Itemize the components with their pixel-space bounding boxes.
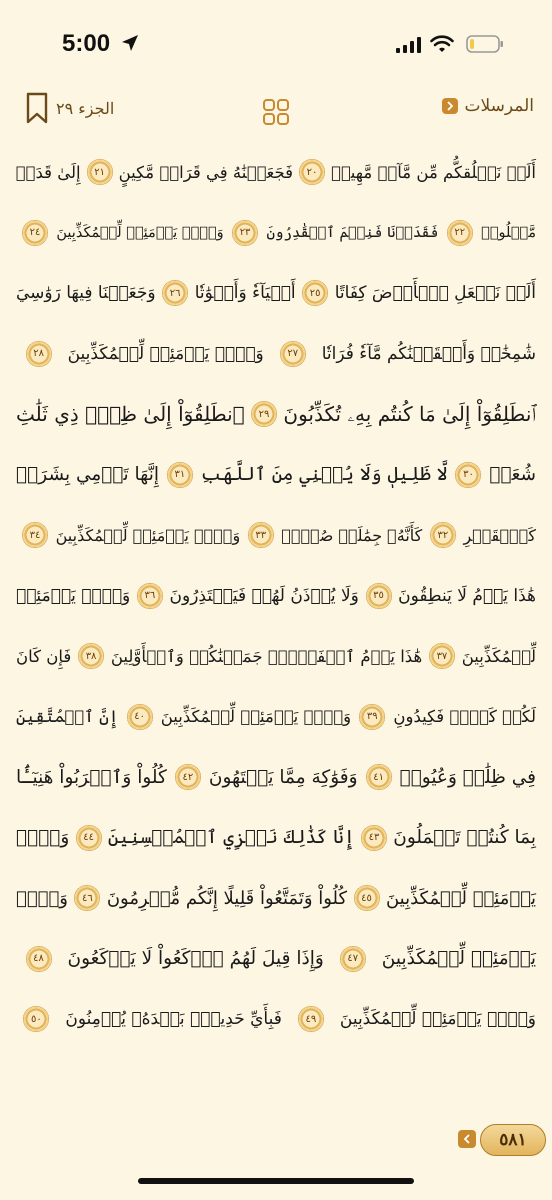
verse-text[interactable]: وَيۡلٞ يَوۡمَئِذٖ لِّلۡمُكَذِّبِينَ [339,1009,536,1030]
verse-text[interactable]: إِلَىٰ قَدَرٖ [15,162,81,182]
verse-line[interactable] [12,445,540,506]
verse-text[interactable]: أَلَمۡ نَجۡعَلِ ٱلۡأَرۡضَ كِفَاتًا [334,283,536,304]
verse-text[interactable]: يَوۡمَئِذٖ لِّلۡمُكَذِّبِينَ [385,887,536,909]
location-arrow-icon [120,33,140,53]
verse-text[interactable]: فَقَدَرۡنَا فَنِعۡمَ ٱلۡقَٰدِرُونَ [266,224,439,241]
verse-line[interactable] [12,203,540,264]
verse-text[interactable]: وَجَعَلۡنَا فِيهَا رَوَٰسِيَ [16,283,156,304]
verse-text[interactable]: كَٱلۡقَصۡرِ [463,525,536,545]
ayah-number-marker[interactable]: ٤٧ [340,946,366,972]
ayah-number-marker[interactable]: ٣٤ [22,522,48,548]
status-time: 5:00 [62,30,111,57]
verse-text[interactable]: كُلُواْ وَتَمَتَّعُواْ قَلِيلًا إِنَّكُم مُّجۡرِمُونَ [106,887,348,909]
ayah-number-marker[interactable]: ٣٢ [430,522,456,548]
ayah-number-marker[interactable]: ٤٩ [298,1006,324,1032]
page-header [0,88,552,138]
verse-text[interactable]: أَحۡيَآءٗ وَأَمۡوَٰتٗا [194,283,296,304]
verse-text[interactable]: لَّا ظَلِيلٖ وَلَا يُغۡنِي مِنَ ٱللَّهَبِ [200,464,448,486]
verse-line[interactable] [12,868,540,929]
ayah-number-marker[interactable]: ٤٥ [354,885,380,911]
ayah-number-marker[interactable]: ٢٠ [299,159,325,185]
verse-text[interactable]: شُعَبٖ [489,464,536,486]
ayah-number-marker[interactable]: ٢٥ [302,280,328,306]
verse-text[interactable]: إِنَّهَا تَرۡمِي بِشَرَرٖ [16,464,159,486]
ayah-number-marker[interactable]: ٣٣ [248,522,274,548]
ayah-number-marker[interactable]: ٤٢ [175,764,201,790]
verse-text[interactable]: وَيۡلٞ يَوۡمَئِذٖ [16,585,131,606]
ayah-number-marker[interactable]: ٣٩ [359,704,385,730]
ayah-number-marker[interactable]: ٢٦ [162,280,188,306]
mushaf-page [12,142,540,1112]
verse-text[interactable]: وَيۡلٞ [16,827,70,849]
verse-text[interactable]: شَٰمِخَٰتٖ وَأَسۡقَيۡنَٰكُم مَّآءٗ فُرَاتٗا [321,343,536,364]
ayah-number-marker[interactable]: ٢٩ [251,401,277,427]
verse-line[interactable] [12,929,540,990]
verse-text[interactable]: وَيۡلٞ يَوۡمَئِذٖ لِّلۡمُكَذِّبِينَ [55,525,241,545]
verse-text[interactable]: هَٰذَا يَوۡمُ ٱلۡفَصۡلِۖ جَمَعۡنَٰكُمۡ وَٱلۡأَوَّلِينَ [110,646,423,666]
verse-text[interactable]: كُلُواْ وَٱشۡرَبُواْ هَنِيٓـَٔۢا [16,766,167,788]
bookmark-icon[interactable] [26,92,48,124]
chevron-left-icon[interactable] [458,1130,476,1148]
ayah-number-marker[interactable]: ٤١ [366,764,392,790]
verse-text[interactable]: فَجَعَلۡنَٰهُ فِي قَرَارٖ مَّكِينٍ [118,162,293,182]
verse-text[interactable]: كَأَنَّهُۥ جِمَٰلَتٞ صُفۡرٞ [281,525,423,545]
ayah-number-marker[interactable]: ٣٥ [366,583,392,609]
verse-text[interactable]: ٱنطَلِقُوٓاْ إِلَىٰ ظِلّٖ ذِي ثَلَٰثِ [16,402,245,427]
verse-text[interactable]: فَإِن كَانَ [16,646,72,666]
verse-text[interactable]: يَوۡمَئِذٖ لِّلۡمُكَذِّبِينَ [381,948,536,970]
verse-line[interactable] [12,989,540,1050]
verse-line[interactable] [12,626,540,687]
verse-line[interactable] [12,747,540,808]
ayah-number-marker[interactable]: ٤٤ [76,825,102,851]
verse-text[interactable]: مَّعۡلُومٖ [481,224,536,241]
verse-text[interactable]: فِي ظِلَٰلٖ وَعُيُونٖ [399,766,536,788]
verse-text[interactable]: وَلَا يُؤۡذَنُ لَهُمۡ فَيَعۡتَذِرُونَ [169,585,359,606]
verse-line[interactable] [12,263,540,324]
ayah-number-marker[interactable]: ٣٧ [429,643,455,669]
verse-text[interactable]: لَكُمۡ كَيۡدٞ فَكِيدُونِ [393,707,536,727]
ayah-number-marker[interactable]: ٤٣ [361,825,387,851]
grid-icon[interactable] [262,98,290,126]
verse-text[interactable]: أَلَمۡ نَخۡلُقكُّم مِّن مَّآءٖ مَّهِينٖ [331,162,536,182]
verse-text[interactable]: وَيۡلٞ يَوۡمَئِذٖ لِّلۡمُكَذِّبِينَ [160,707,352,727]
juz-label: الجزء ٢٩ [56,98,115,118]
verse-text[interactable]: إِنَّا كَذَٰلِكَ نَجۡزِي ٱلۡمُحۡسِنِينَ [107,827,355,849]
ayah-number-marker[interactable]: ٢١ [87,159,113,185]
surah-name: المرسلات [464,96,534,116]
verse-line[interactable] [12,687,540,748]
page-footer [0,1118,552,1162]
status-bar [0,0,552,90]
verse-line[interactable] [12,142,540,203]
ayah-number-marker[interactable]: ٢٧ [280,341,306,367]
home-indicator[interactable] [138,1178,414,1184]
ayah-number-marker[interactable]: ٢٤ [22,220,48,246]
surah-title-button[interactable] [442,96,534,116]
ayah-number-marker[interactable]: ٤٦ [74,885,100,911]
ayah-number-marker[interactable]: ٢٢ [447,220,473,246]
ayah-number-marker[interactable]: ٢٣ [232,220,258,246]
verse-text[interactable]: وَيۡلٞ يَوۡمَئِذٖ لِّلۡمُكَذِّبِينَ [56,224,224,241]
wifi-icon [430,34,454,54]
battery-icon [466,34,504,54]
ayah-number-marker[interactable]: ٤٨ [26,946,52,972]
page-number-badge[interactable]: ٥٨١ [480,1124,546,1156]
verse-text[interactable]: لِّلۡمُكَذِّبِينَ [461,646,536,666]
verse-line[interactable] [12,384,540,445]
verse-text[interactable]: وَفَوَٰكِهَ مِمَّا يَشۡتَهُونَ [208,766,358,788]
verse-text[interactable]: وَيۡلٞ [16,887,68,909]
verse-line[interactable] [12,505,540,566]
verse-text[interactable]: هَٰذَا يَوۡمُ لَا يَنطِقُونَ [398,585,536,606]
ayah-number-marker[interactable]: ٣١ [167,462,193,488]
verse-text[interactable]: بِمَا كُنتُمۡ تَعۡمَلُونَ [393,827,536,849]
ayah-number-marker[interactable]: ٥٠ [23,1006,49,1032]
verse-text[interactable]: إِنَّ ٱلۡمُتَّقِينَ [16,707,119,727]
ayah-number-marker[interactable]: ٣٠ [455,462,481,488]
juz-indicator[interactable] [26,92,114,124]
verse-text[interactable]: وَيۡلٞ يَوۡمَئِذٖ لِّلۡمُكَذِّبِينَ [67,343,264,364]
verse-text[interactable]: وَإِذَا قِيلَ لَهُمُ ٱرۡكَعُواْ لَا يَرۡكَعُونَ [67,948,324,970]
verse-line[interactable] [12,324,540,385]
verse-text[interactable]: فَبِأَيِّ حَدِيثِۭ بَعۡدَهُۥ يُؤۡمِنُونَ [65,1009,282,1030]
ayah-number-marker[interactable]: ٣٦ [137,583,163,609]
verse-line[interactable] [12,566,540,627]
ayah-number-marker[interactable]: ٢٨ [26,341,52,367]
ayah-number-marker[interactable]: ٤٠ [127,704,153,730]
chevron-right-icon [442,98,458,114]
ayah-number-marker[interactable]: ٣٨ [78,643,104,669]
verse-text[interactable]: ٱنطَلِقُوٓاْ إِلَىٰ مَا كُنتُم بِهِۦ تُكَذِّبُونَ [283,402,536,427]
cellular-signal-icon [396,37,422,53]
verse-line[interactable] [12,808,540,869]
